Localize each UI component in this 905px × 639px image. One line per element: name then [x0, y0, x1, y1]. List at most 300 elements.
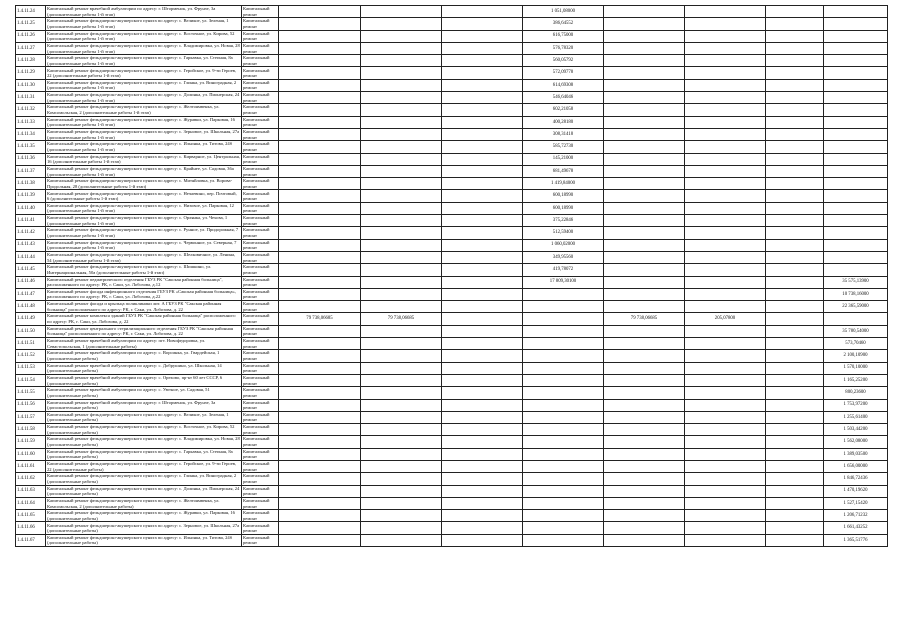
amount-cell	[766, 522, 824, 534]
amount-cell	[279, 6, 361, 18]
row-work-type: Капитальный ремонт	[242, 301, 279, 313]
table-row	[16, 190, 888, 202]
amount-cell: 600,18990	[523, 190, 604, 202]
amount-cell	[279, 411, 361, 423]
amount-cell	[442, 288, 523, 300]
amount-cell	[766, 79, 824, 91]
amount-cell	[442, 30, 523, 42]
amount-cell	[361, 522, 442, 534]
row-work-type: Капитальный ремонт	[242, 67, 279, 79]
amount-cell	[361, 485, 442, 497]
amount-cell	[604, 497, 685, 509]
row-work-type: Капитальный ремонт	[242, 165, 279, 177]
amount-cell	[685, 350, 766, 362]
row-description: Капитальный ремонт фельдшерско-акушерского пункта по адресу: с. Владимировка, ул. Новая, 28 (дополнительные работы)	[47, 436, 240, 448]
amount-cell	[824, 79, 888, 91]
amount-cell	[361, 165, 442, 177]
row-work-type: Капитальный ремонт	[242, 350, 279, 362]
amount-cell	[279, 202, 361, 214]
row-work-type: Капитальный ремонт	[242, 313, 279, 325]
amount-cell	[279, 485, 361, 497]
amount-cell	[361, 141, 442, 153]
amount-cell	[442, 153, 523, 165]
amount-cell	[279, 141, 361, 153]
table-row	[16, 165, 888, 177]
amount-cell	[279, 18, 361, 30]
row-code: 1.4.11.32	[16, 104, 46, 116]
row-description: Капитальный ремонт фельдшерско-акушерского пункта по адресу: с. Крайнее, ул. Садовая, 36а (дополнительные работы 1-й этап)	[46, 165, 242, 177]
amount-cell	[604, 18, 685, 30]
amount-cell	[766, 42, 824, 54]
amount-cell	[824, 313, 888, 325]
amount-cell	[766, 325, 824, 337]
amount-cell	[685, 374, 766, 386]
amount-cell	[361, 42, 442, 54]
amount-cell	[523, 399, 604, 411]
amount-cell	[766, 215, 824, 227]
table-row	[16, 510, 888, 522]
amount-cell: 79 738,06685	[361, 313, 442, 325]
amount-cell	[279, 42, 361, 54]
amount-cell	[766, 67, 824, 79]
row-description: Капитальный ремонт фасада и крыльца поликлиники лит. А ГБУЗ РК "Сакская районная больница" расположенного по адресу: РК, г. Саки, ул. Лобозова, д. 22	[46, 301, 242, 313]
amount-cell	[604, 473, 685, 485]
amount-cell	[685, 202, 766, 214]
amount-cell	[766, 202, 824, 214]
amount-cell	[523, 288, 604, 300]
amount-cell	[685, 239, 766, 251]
amount-cell	[361, 251, 442, 263]
table-row	[16, 473, 888, 485]
amount-cell	[766, 436, 824, 448]
amount-cell	[604, 104, 685, 116]
table-row	[16, 338, 888, 350]
amount-cell	[824, 251, 888, 263]
table-row	[16, 79, 888, 91]
amount-cell: 349,95560	[523, 251, 604, 263]
table-row	[16, 350, 888, 362]
amount-cell: 22 365,59000	[824, 301, 888, 313]
table-row	[16, 411, 888, 423]
amount-cell: 681,49678	[523, 165, 604, 177]
amount-cell	[442, 104, 523, 116]
amount-cell	[442, 42, 523, 54]
amount-cell	[523, 424, 604, 436]
amount-cell	[685, 67, 766, 79]
row-code: 1.4.11.41	[16, 215, 46, 227]
amount-cell	[279, 362, 361, 374]
table-row	[16, 387, 888, 399]
amount-cell	[523, 301, 604, 313]
amount-cell	[766, 485, 824, 497]
amount-cell	[824, 6, 888, 18]
amount-cell	[685, 399, 766, 411]
row-code: 1.4.11.67	[16, 534, 46, 546]
amount-cell	[279, 239, 361, 251]
amount-cell	[766, 510, 824, 522]
amount-cell	[442, 301, 523, 313]
table-row	[16, 534, 888, 546]
amount-cell	[279, 276, 361, 288]
amount-cell: 573,70460	[824, 338, 888, 350]
amount-cell: 386,64552	[523, 18, 604, 30]
amount-cell	[523, 522, 604, 534]
table-row	[16, 325, 888, 337]
table-row	[16, 313, 888, 325]
table-row	[16, 128, 888, 140]
table-row	[16, 202, 888, 214]
amount-cell	[604, 399, 685, 411]
row-code: 1.4.11.57	[16, 411, 46, 423]
table-row	[16, 460, 888, 472]
amount-cell	[361, 6, 442, 18]
row-description: Капитальный ремонт фельдшерско-акушерского пункта по адресу: с. Митяйловка, ул. Ворова-Продольная, 28 (дополнительные работы 1-й этап)	[46, 178, 242, 190]
amount-cell	[442, 387, 523, 399]
amount-cell	[279, 104, 361, 116]
amount-cell	[442, 227, 523, 239]
amount-cell: 1 389,03500	[824, 448, 888, 460]
amount-cell	[361, 128, 442, 140]
amount-cell	[442, 67, 523, 79]
row-code: 1.4.11.45	[16, 264, 46, 276]
amount-cell	[604, 55, 685, 67]
amount-cell	[824, 55, 888, 67]
row-work-type: Капитальный ремонт	[242, 424, 279, 436]
row-code: 1.4.11.56	[16, 399, 46, 411]
row-work-type: Капитальный ремонт	[242, 202, 279, 214]
amount-cell	[685, 215, 766, 227]
amount-cell	[766, 141, 824, 153]
row-work-type: Капитальный ремонт	[242, 362, 279, 374]
amount-cell	[766, 30, 824, 42]
row-work-type: Капитальный ремонт	[242, 141, 279, 153]
amount-cell	[361, 497, 442, 509]
amount-cell	[604, 510, 685, 522]
amount-cell	[766, 460, 824, 472]
row-description: Капитальный ремонт фельдшерско-акушерского пункта по адресу: с. Зерновое, ул. Школьная, 27а (дополнительные работы)	[46, 522, 242, 534]
amount-cell	[685, 141, 766, 153]
row-description: Капитальный ремонт центрального стерилизационного отделения ГБУЗ РК "Сакская районная больница" расположенного по адресу: РК, г. Саки, ул. Лобозова, д. 22	[46, 325, 242, 337]
amount-cell	[523, 485, 604, 497]
amount-cell	[604, 227, 685, 239]
row-work-type: Капитальный ремонт	[242, 374, 279, 386]
amount-cell	[824, 92, 888, 104]
amount-cell	[604, 178, 685, 190]
amount-cell	[766, 424, 824, 436]
amount-cell	[279, 338, 361, 350]
amount-cell: 10 738,16000	[824, 288, 888, 300]
amount-cell	[604, 362, 685, 374]
amount-cell	[361, 374, 442, 386]
row-code: 1.4.11.53	[16, 362, 46, 374]
row-work-type: Капитальный ремонт	[242, 497, 279, 509]
amount-cell	[824, 18, 888, 30]
amount-cell	[766, 350, 824, 362]
amount-cell	[604, 387, 685, 399]
amount-cell: 1 562,08000	[824, 436, 888, 448]
amount-cell	[604, 202, 685, 214]
amount-cell	[766, 288, 824, 300]
amount-cell	[604, 6, 685, 18]
amount-cell	[279, 178, 361, 190]
amount-cell	[279, 153, 361, 165]
row-code: 1.4.11.38	[16, 178, 46, 190]
row-code: 1.4.11.39	[16, 190, 46, 202]
amount-cell	[442, 18, 523, 30]
amount-cell	[279, 522, 361, 534]
amount-cell	[685, 92, 766, 104]
table-row	[16, 6, 888, 18]
amount-cell	[523, 350, 604, 362]
amount-cell	[766, 399, 824, 411]
amount-cell	[766, 55, 824, 67]
amount-cell	[824, 141, 888, 153]
amount-cell: 600,18990	[523, 202, 604, 214]
amount-cell	[279, 399, 361, 411]
amount-cell	[685, 288, 766, 300]
amount-cell	[442, 251, 523, 263]
row-code: 1.4.11.37	[16, 165, 46, 177]
row-description: Капитальный ремонт фельдшерско-акушерского пункта по адресу: с. Долинка, ул. Пионерская, 24 (дополнительные работы 1-й этап)	[46, 92, 242, 104]
row-description: Капитальный ремонт фельдшерско-акушерского пункта по адресу: с. Желтоямвенка, ул. Комсомольская, 2 (дополнительные работы 1-й этап)	[46, 104, 242, 116]
table-row	[16, 30, 888, 42]
amount-cell	[361, 534, 442, 546]
amount-cell	[604, 534, 685, 546]
row-work-type: Капитальный ремонт	[242, 325, 279, 337]
row-work-type: Капитальный ремонт	[242, 510, 279, 522]
amount-cell	[766, 227, 824, 239]
amount-cell: 308,31418	[523, 128, 604, 140]
row-description: Капитальный ремонт врачебной амбулатории по адресу: с. Добрушино, ул. Школьная, 14 (дополнительные работы)	[46, 362, 242, 374]
amount-cell	[442, 325, 523, 337]
amount-cell	[523, 534, 604, 546]
amount-cell	[523, 313, 604, 325]
amount-cell	[442, 350, 523, 362]
amount-cell	[604, 411, 685, 423]
row-work-type: Капитальный ремонт	[242, 104, 279, 116]
amount-cell	[442, 436, 523, 448]
amount-cell	[442, 460, 523, 472]
amount-cell: 145,21000	[523, 153, 604, 165]
amount-cell	[766, 18, 824, 30]
amount-cell	[523, 460, 604, 472]
amount-cell	[361, 460, 442, 472]
row-code: 1.4.11.55	[16, 387, 46, 399]
amount-cell	[824, 42, 888, 54]
amount-cell: 546,64046	[523, 92, 604, 104]
amount-cell	[361, 424, 442, 436]
amount-cell	[442, 79, 523, 91]
amount-cell	[766, 411, 824, 423]
row-description: Капитальный ремонт фельдшерско-акушерского пункта по адресу: с. Глинка, ул. Виноградная, 2 (дополнительные работы 1-й этап)	[46, 79, 242, 91]
amount-cell	[685, 387, 766, 399]
amount-cell	[279, 55, 361, 67]
amount-cell	[685, 424, 766, 436]
row-description: Капитальный ремонт фельдшерско-акушерского пункта по адресу: с. Кирварное, ул. Центральная, 16 (дополнительные работы 1-й этап)	[47, 153, 240, 165]
row-code: 1.4.11.54	[16, 374, 46, 386]
amount-cell	[766, 178, 824, 190]
amount-cell	[523, 325, 604, 337]
amount-cell	[824, 153, 888, 165]
amount-cell: 79 738,06685	[279, 313, 361, 325]
amount-cell	[604, 325, 685, 337]
amount-cell	[361, 350, 442, 362]
table-row	[16, 448, 888, 460]
amount-cell	[442, 374, 523, 386]
table-row	[16, 55, 888, 67]
table-row	[16, 92, 888, 104]
row-description: Капитальный ремонт фельдшерско-акушерского пункта по адресу: с. Восточное, ул. Кирова, 52 (дополнительные работы)	[46, 424, 242, 436]
amount-cell	[279, 301, 361, 313]
amount-cell	[279, 165, 361, 177]
amount-cell	[523, 473, 604, 485]
table-row	[16, 288, 888, 300]
table-row	[16, 485, 888, 497]
amount-cell	[604, 350, 685, 362]
amount-cell	[279, 460, 361, 472]
amount-cell	[685, 104, 766, 116]
row-code: 1.4.11.35	[16, 141, 46, 153]
amount-cell: 800,23600	[824, 387, 888, 399]
amount-cell	[442, 6, 523, 18]
row-description: Капитальный ремонт фельдшерско-акушерского пункта по адресу: с. Нечаевино, пер. Почтовый, 6 (дополнительные работы 1-й этап)	[46, 190, 242, 202]
amount-cell: 1 656,00000	[824, 460, 888, 472]
amount-cell	[361, 338, 442, 350]
amount-cell	[685, 153, 766, 165]
row-code: 1.4.11.29	[16, 67, 46, 79]
amount-cell	[442, 215, 523, 227]
amount-cell	[824, 215, 888, 227]
table-row	[16, 251, 888, 263]
row-work-type: Капитальный ремонт	[242, 460, 279, 472]
row-work-type: Капитальный ремонт	[242, 227, 279, 239]
amount-cell	[685, 436, 766, 448]
amount-cell	[442, 92, 523, 104]
row-work-type: Капитальный ремонт	[242, 79, 279, 91]
row-description: Капитальный ремонт фельдшерско-акушерского пункта по адресу: с. Великое, ул. Зеленая, 1 (дополнительные работы 1-й этап)	[46, 18, 242, 30]
amount-cell	[685, 534, 766, 546]
amount-cell: 560,05792	[523, 55, 604, 67]
amount-cell	[279, 128, 361, 140]
amount-cell	[604, 448, 685, 460]
amount-cell	[361, 411, 442, 423]
table-row	[16, 67, 888, 79]
row-code: 1.4.11.47	[16, 288, 46, 300]
table-row	[16, 399, 888, 411]
amount-cell	[442, 534, 523, 546]
document-page	[15, 5, 887, 547]
amount-cell	[766, 6, 824, 18]
amount-cell	[766, 276, 824, 288]
amount-cell	[685, 325, 766, 337]
row-work-type: Капитальный ремонт	[242, 288, 279, 300]
amount-cell	[604, 276, 685, 288]
amount-cell	[604, 522, 685, 534]
amount-cell	[685, 42, 766, 54]
table-row	[16, 362, 888, 374]
amount-cell: 1 661,43252	[824, 522, 888, 534]
amount-cell: 585,72730	[523, 141, 604, 153]
amount-cell: 35 575,13900	[824, 276, 888, 288]
amount-cell	[361, 325, 442, 337]
amount-cell	[279, 227, 361, 239]
amount-cell	[279, 325, 361, 337]
amount-cell: 79 738,06685	[604, 313, 685, 325]
amount-cell	[766, 116, 824, 128]
amount-cell	[442, 141, 523, 153]
amount-cell	[824, 30, 888, 42]
amount-cell	[442, 399, 523, 411]
row-work-type: Капитальный ремонт	[242, 436, 279, 448]
amount-cell: 400,28180	[523, 116, 604, 128]
amount-cell	[685, 18, 766, 30]
amount-cell	[361, 79, 442, 91]
row-work-type: Капитальный ремонт	[242, 6, 279, 18]
amount-cell: 35 780,54000	[824, 325, 888, 337]
amount-cell	[523, 374, 604, 386]
table-row	[16, 522, 888, 534]
amount-cell	[604, 215, 685, 227]
amount-cell	[279, 497, 361, 509]
amount-cell	[766, 104, 824, 116]
amount-cell	[361, 202, 442, 214]
amount-cell	[685, 128, 766, 140]
table-row	[16, 264, 888, 276]
row-description: Капитальный ремонт фельдшерско-акушерского пункта по адресу: с. Геройское, ул. 9-ти Героев, 22 (дополнительные работы)	[46, 460, 242, 472]
amount-cell	[442, 276, 523, 288]
row-description: Капитальный ремонт фельдшерско-акушерского пункта по адресу: с. Шелковичное, ул. Ленина, 54 (дополнительные работы 1-й этап)	[46, 251, 242, 263]
amount-cell	[824, 128, 888, 140]
row-code: 1.4.11.49	[16, 313, 46, 325]
amount-cell	[604, 116, 685, 128]
amount-cell	[442, 264, 523, 276]
amount-cell	[442, 424, 523, 436]
row-description: Капитальный ремонт фельдшерско-акушерского пункта по адресу: с. Журавки, ул. Парковая, 16 (дополнительные работы)	[46, 510, 242, 522]
amount-cell: 1 527,15420	[824, 497, 888, 509]
row-description: Капитальный ремонт фельдшерско-акушерского пункта по адресу: с. Великое, ул. Зеленая, 1 (дополнительные работы)	[46, 411, 242, 423]
amount-cell	[279, 510, 361, 522]
amount-cell	[685, 510, 766, 522]
amount-cell	[442, 338, 523, 350]
amount-cell	[279, 215, 361, 227]
row-description: Капитальный ремонт врачебной амбулатории по адресу: с. Уютное, ул. Садовая, 51 (дополнительные работы)	[46, 387, 242, 399]
amount-cell	[766, 128, 824, 140]
amount-cell	[766, 190, 824, 202]
row-work-type: Капитальный ремонт	[242, 387, 279, 399]
row-code: 1.4.11.36	[16, 153, 46, 165]
amount-cell	[279, 387, 361, 399]
amount-cell	[604, 338, 685, 350]
amount-cell	[685, 522, 766, 534]
row-work-type: Капитальный ремонт	[242, 485, 279, 497]
row-code: 1.4.11.51	[16, 338, 46, 350]
table-row	[16, 104, 888, 116]
amount-cell	[279, 534, 361, 546]
table-row	[16, 141, 888, 153]
amount-cell	[766, 92, 824, 104]
amount-cell	[604, 301, 685, 313]
amount-cell	[279, 473, 361, 485]
amount-cell	[604, 239, 685, 251]
table-row	[16, 374, 888, 386]
amount-cell	[685, 55, 766, 67]
amount-cell	[685, 178, 766, 190]
amount-cell	[766, 165, 824, 177]
row-description: Капитальный ремонт фельдшерско-акушерского пункта по адресу: с. Гаркавка, ул. Степная, 8а (дополнительные работы)	[46, 448, 242, 460]
amount-cell	[685, 411, 766, 423]
amount-cell: 1 419,84000	[523, 178, 604, 190]
row-code: 1.4.11.62	[16, 473, 46, 485]
